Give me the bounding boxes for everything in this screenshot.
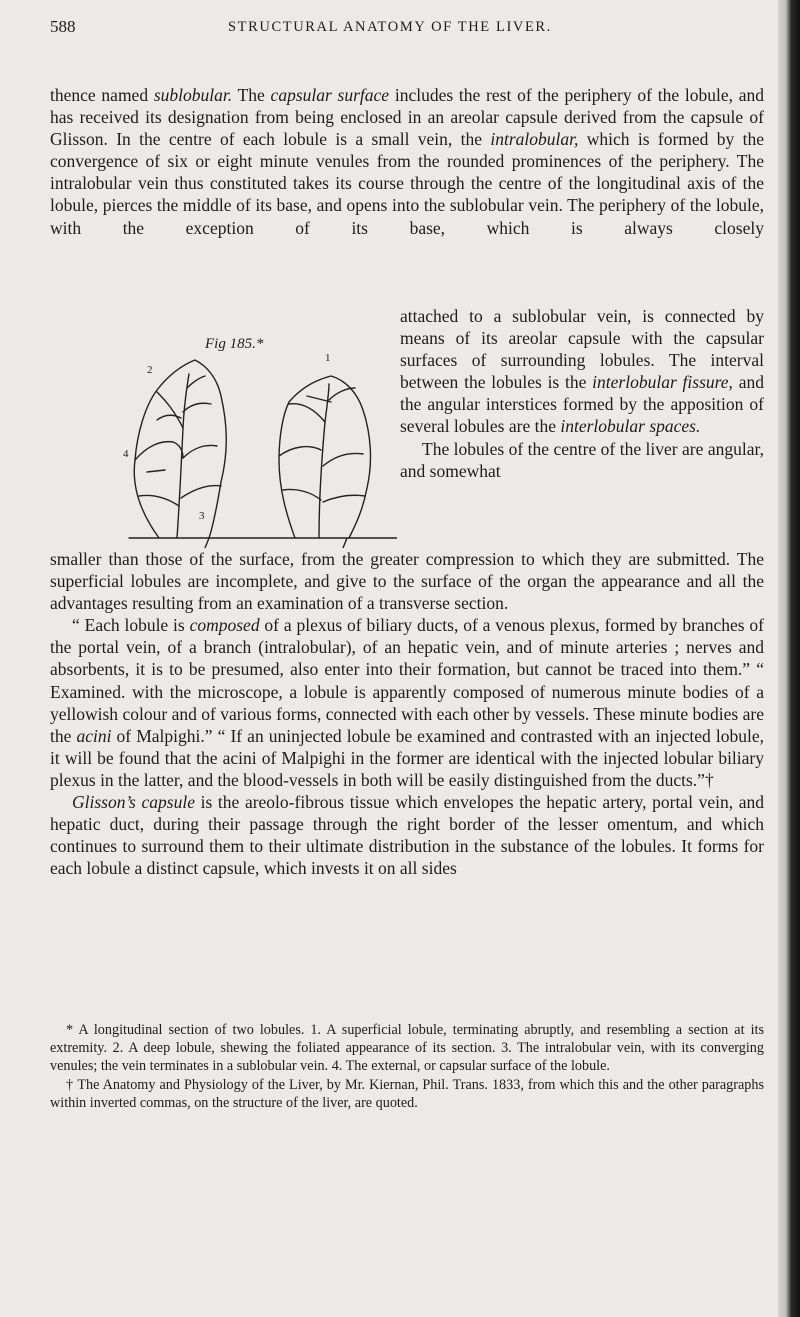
figure-label: Fig 185.*	[205, 336, 264, 352]
top-paragraph	[50, 84, 764, 239]
footnote-figure: * A longitudinal section of two lobules. 1. A superficial lobule, terminating abruptly, and resembling a section at its extremity. 2. A deep lobule, shewing the foliated appearance of its section. 3. The intralobular vein, with its converging venules; the vein terminates in a sublobular vein. 4. The external, or capsular surface of the lobule.	[50, 1022, 764, 1075]
page-header	[50, 17, 778, 47]
figure-number-4: 4	[123, 448, 129, 460]
term-interlobular-spaces: interlobular spaces.	[560, 416, 701, 437]
term-acini: acini	[76, 725, 112, 746]
term-interlobular-fissure: interlobular fissure,	[592, 372, 733, 393]
side-paragraphs	[400, 305, 764, 482]
paragraph-lobule-surfaces: thence named sublobular. The capsular surface includes the rest of the periphery of the lobule, and has received its designation from being enclosed in an areolar capsule derived from the capsule of Glisson. In the centre of each lobule is a small vein, the intralobular, which is formed by the convergence of six or eight minute venules from the rounded prominences of the periphery. The intralobular vein thus constituted takes its course through the centre of the longitudinal axis of the lobule, pierces the middle of its base, and opens into the sublobular vein. The periphery of the lobule, with the exception of its base, which is always closely	[50, 85, 764, 238]
paragraph-superficial-lobules: smaller than those of the surface, from the greater compression to which they are submitted. The superficial lobules are incomplete, and give to the surface of the organ the appearance and all the advantages resulting from an examination of a transverse section.	[50, 549, 764, 614]
figure-number-2: 2	[147, 364, 153, 376]
term-glissons-capsule: Glisson’s capsule	[72, 792, 195, 813]
term-intralobular: intralobular,	[490, 129, 579, 150]
page-edge-shadow	[778, 0, 800, 1317]
paragraph-glissons-capsule: Glisson’s capsule is the areolo-fibrous tissue which envelopes the hepatic artery, portal vein, and hepatic duct, during their passage through the right border of the lesser omentum, and which continues to surround them to their ultimate distribution in the substance of the lobules. It forms for each lobule a distinct capsule, which invests it on all sides	[50, 792, 764, 879]
footnotes	[50, 1021, 764, 1112]
paragraph-interlobular: attached to a sublobular vein, is connected by means of its areolar capsule with the capsular surfaces of surrounding lobules. The interval between the lobules is the interlobular fissure, and the angular interstices formed by the apposition of several lobules are the interlobular spaces.	[400, 306, 764, 437]
figure-number-3: 3	[199, 510, 205, 522]
term-capsular-surface: capsular surface	[270, 85, 390, 105]
running-head: STRUCTURAL ANATOMY OF THE LIVER.	[228, 19, 552, 35]
page-number: 588	[50, 17, 76, 36]
figure-number-1: 1	[325, 352, 331, 364]
lobule-section-illustration	[117, 330, 397, 548]
term-composed: composed	[189, 615, 260, 636]
paragraph-central-lobules: The lobules of the centre of the liver are angular, and somewhat	[400, 438, 764, 481]
main-paragraphs	[50, 548, 764, 879]
figure-185	[117, 330, 397, 548]
footnote-source: † The Anatomy and Physiology of the Liver, by Mr. Kiernan, Phil. Trans. 1833, from which this and the other paragraphs within inverted commas, on the structure of the liver, are quoted.	[50, 1076, 764, 1111]
paragraph-lobule-composition: “ Each lobule is composed of a plexus of biliary ducts, of a venous plexus, formed by branches of the portal vein, of a branch (intralobular), of an hepatic vein, and of minute arteries ; nerves and absorbents, it is to be presumed, also enter into their formation, but cannot be traced into them.” “ Examined. with the microscope, a lobule is apparently composed of numerous minute bodies of a yellowish colour and of various forms, connected with each other by vessels. These minute bodies are the acini of Malpighi.” “ If an uninjected lobule be examined and contrasted with an injected lobule, it will be found that the acini of Malpighi in the former are identical with the injected lobular biliary plexus in the latter, and the blood-vessels in both will be easily distinguished from the ducts.”†	[50, 615, 764, 790]
term-sublobular: sublobular.	[153, 85, 233, 105]
